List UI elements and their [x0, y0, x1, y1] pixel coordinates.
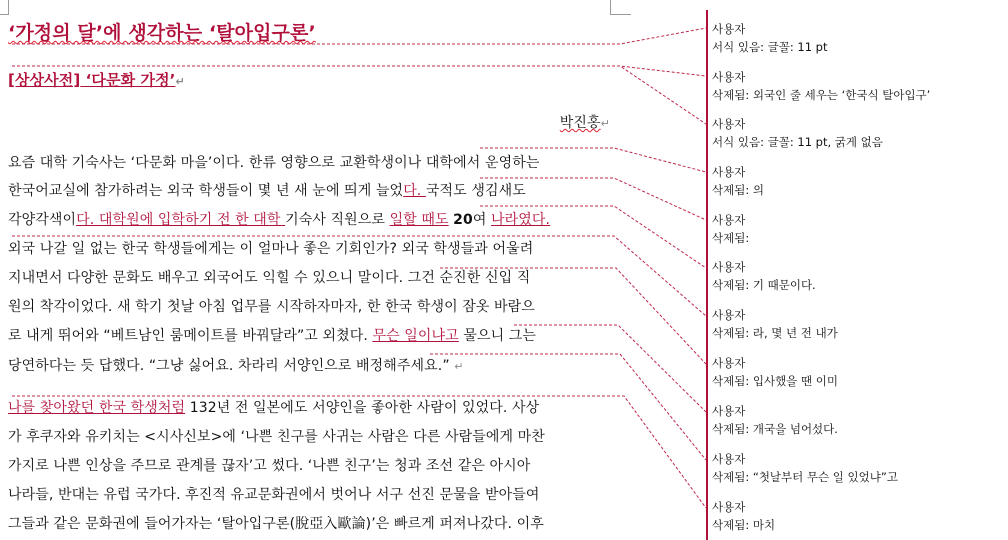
body-text: 가 후쿠자와 유키치는 <시사신보>에 ‘나쁜 친구를 사귀는 사람은 다른 사람들에게 마찬 [8, 429, 545, 445]
body-line[interactable] [8, 239, 610, 259]
body-text: 여 [472, 212, 492, 228]
body-text: 물으니 그는 [458, 328, 536, 344]
inserted-text: 나를 찾아왔던 한국 학생처럼 [8, 400, 186, 416]
body-text: 나라들, 반대는 유럽 국가다. 후진적 유교문화권에서 벗어나 서구 선진 문물을 받아들여 [8, 487, 540, 503]
revision-comment[interactable] [712, 498, 992, 534]
comment-rail-bar [706, 10, 708, 540]
comment-label: 삭제됨: [712, 518, 750, 532]
body-text: 기숙사 직원으로 [285, 212, 390, 228]
body-text: 한국어교실에 참가하려는 외국 학생들이 몇 년 새 눈에 띄게 늘었 [8, 183, 404, 199]
comment-label: 삭제됨: [712, 422, 750, 436]
comment-label: 삭제됨: [712, 231, 750, 245]
page-corner-mark [0, 0, 9, 15]
inserted-text: 나라였다. [491, 212, 551, 228]
comment-text: 기 때문이다. [749, 278, 816, 292]
comment-body [712, 324, 992, 342]
body-text: 국적도 생김새도 [425, 183, 526, 199]
body-text: 외국 나갈 일 없는 한국 학생들에게는 이 얼마나 좋은 기회인가? 외국 학생들과 어울려 [8, 241, 534, 257]
revision-comment[interactable] [712, 115, 992, 151]
author-name[interactable]: 박진홍↵ [559, 115, 610, 131]
body-text: 요즘 대학 기숙사는 ‘다문화 마을’이다. 한류 영향으로 교환학생이나 대학에서 운영하는 [8, 155, 540, 171]
revision-comment[interactable] [712, 163, 992, 199]
comment-author: 사용자 [712, 404, 746, 418]
comment-body [712, 181, 992, 199]
comment-body [712, 372, 992, 390]
comment-body [712, 229, 992, 247]
document-title[interactable]: ‘가정의 달’에 생각하는 ‘탈아입구론’ [8, 22, 316, 44]
body-line[interactable] [8, 297, 610, 317]
body-line[interactable] [8, 485, 610, 505]
comment-author: 사용자 [712, 260, 746, 274]
comment-author: 사용자 [712, 500, 746, 514]
body-text: 그들과 같은 문화권에 들어가자는 ‘탈아입구론(脫亞入歐論)’은 빠르게 퍼져나갔다. 이후 [8, 516, 544, 532]
comment-body [712, 276, 992, 294]
comment-body [712, 133, 992, 151]
comment-text: 글꼴: 11 pt [763, 40, 828, 54]
body-line[interactable] [8, 210, 610, 230]
body-line[interactable] [8, 153, 610, 173]
page-corner-mark [610, 0, 631, 15]
comment-body [712, 468, 992, 486]
comment-body [712, 516, 992, 534]
body-text: 원의 착각이었다. 새 학기 첫날 아침 업무를 시작하자마자, 한 한국 학생이 잠옷 바람으 [8, 299, 535, 315]
revision-comment[interactable] [712, 354, 992, 390]
comment-text: 마치 [749, 518, 776, 532]
body-line[interactable] [8, 456, 610, 476]
comment-body [712, 38, 992, 56]
comment-label: 삭제됨: [712, 470, 750, 484]
paragraph-mark-icon: ↵ [175, 75, 185, 88]
body-text: 가지로 나쁜 인상을 주므로 관계를 끊자’고 썼다. ‘나쁜 친구’는 청과 조선 같은 아시아 [8, 458, 531, 474]
comment-author: 사용자 [712, 70, 746, 84]
comment-label: 삭제됨: [712, 183, 750, 197]
comment-label: 서식 있음: [712, 40, 764, 54]
revision-comment[interactable] [712, 68, 992, 104]
body-line[interactable] [8, 514, 610, 534]
inserted-text: 일할 때도 [389, 212, 449, 228]
paragraph-mark-icon: ↵ [454, 360, 464, 373]
document-subtitle[interactable] [8, 70, 610, 92]
comment-author: 사용자 [712, 213, 746, 227]
revision-comment[interactable] [712, 211, 992, 247]
inserted-text: 다. 대학원에 입학하기 전 한 대학 [76, 212, 286, 228]
inserted-text: 다. [403, 183, 426, 199]
subtitle-text: ‘다문화 가정’ [80, 71, 176, 89]
comment-rail [706, 0, 1008, 540]
comment-author: 사용자 [712, 117, 746, 131]
body-line[interactable] [8, 268, 610, 288]
body-line[interactable] [8, 181, 610, 201]
comment-label: 삭제됨: [712, 326, 750, 340]
comment-author: 사용자 [712, 308, 746, 322]
body-text: 각양각색이 [8, 212, 77, 228]
comment-text: 개국을 넘어섰다. [749, 422, 838, 436]
comment-author: 사용자 [712, 356, 746, 370]
paragraph-mark-icon: ↵ [600, 117, 610, 130]
comment-label: 서식 있음: [712, 135, 764, 149]
revision-comment[interactable] [712, 306, 992, 342]
comment-body [712, 86, 992, 104]
comment-text: 글꼴: 11 pt, 굵게 없음 [763, 135, 883, 149]
body-line[interactable] [8, 326, 610, 346]
comment-label: 삭제됨: [712, 278, 750, 292]
comment-text: 입사했을 땐 이미 [749, 374, 838, 388]
comment-label: 삭제됨: [712, 88, 750, 102]
revision-comment[interactable] [712, 450, 992, 486]
comment-author: 사용자 [712, 22, 746, 36]
comment-text: 외국인 줄 세우는 ‘한국식 탈아입구’ [749, 88, 931, 102]
comment-author: 사용자 [712, 165, 746, 179]
revision-comment[interactable] [712, 258, 992, 294]
body-text: 로 내게 뛰어와 “베트남인 룸메이트를 바꿔달라”고 외쳤다. [8, 328, 373, 344]
comment-body [712, 420, 992, 438]
revision-comment[interactable] [712, 20, 992, 56]
comment-text: 의 [749, 183, 764, 197]
comment-text: “첫날부터 무슨 일 있었냐”고 [749, 470, 898, 484]
comment-text: 라, 몇 년 전 내가 [749, 326, 838, 340]
body-line[interactable] [8, 398, 610, 418]
body-text: 당연하다는 듯 답했다. “그냥 싫어요. 차라리 서양인으로 배정해주세요.” [8, 358, 455, 374]
body-line[interactable] [8, 356, 610, 377]
body-line[interactable] [8, 427, 610, 447]
body-text: 지내면서 다양한 문화도 배우고 외국어도 익힐 수 있으니 말이다. 그건 순진한 신입 직 [8, 270, 531, 286]
comment-label: 삭제됨: [712, 374, 750, 388]
subtitle-tag: [상상사전] [8, 71, 81, 89]
revision-comment[interactable] [712, 402, 992, 438]
body-text: 20 [453, 212, 473, 228]
inserted-text: 무슨 일이냐고 [372, 328, 459, 344]
comment-author: 사용자 [712, 452, 746, 466]
body-text: 132년 전 일본에도 서양인을 좋아한 사람이 있었다. 사상 [185, 400, 540, 416]
